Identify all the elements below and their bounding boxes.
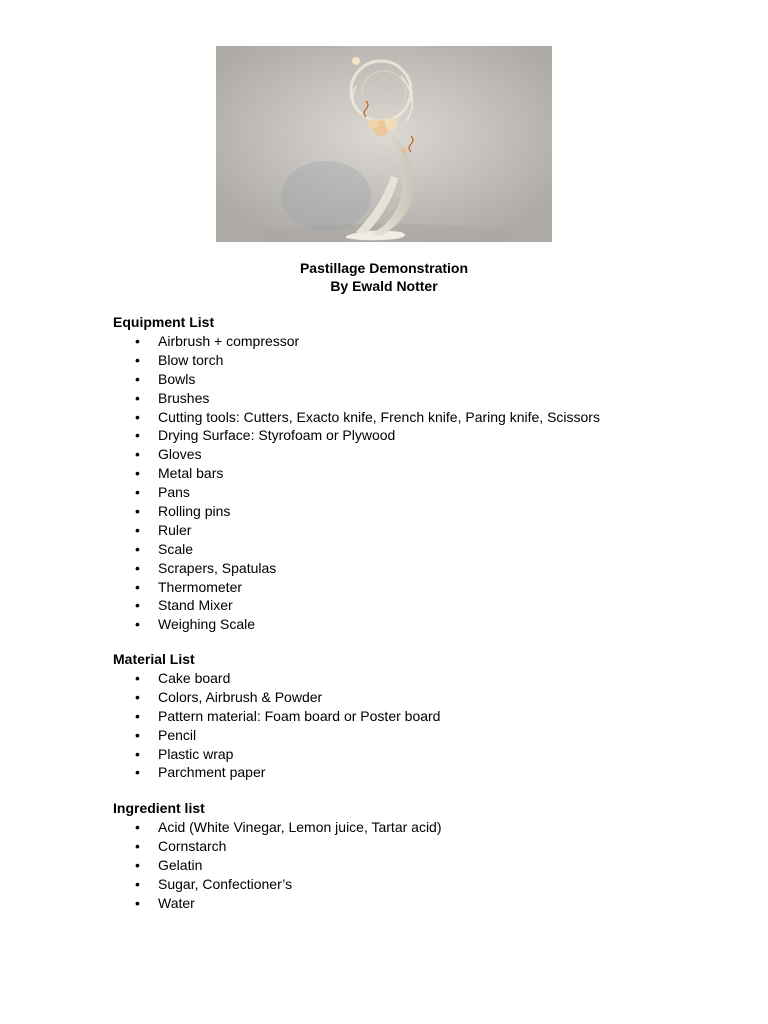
list-item <box>113 894 713 913</box>
list-item-text: Cornstarch <box>158 837 227 854</box>
bullet-icon: • <box>135 484 140 501</box>
pastillage-sculpture-photo <box>216 46 552 242</box>
list-item-text: Rolling pins <box>158 503 231 520</box>
list-item-text: Scale <box>158 540 194 557</box>
list-item-text: Cake board <box>158 670 231 686</box>
list-item-text: Airbrush + compressor <box>158 333 300 349</box>
document-title <box>0 259 768 295</box>
bullet-icon: • <box>135 875 140 892</box>
list-item <box>113 707 713 726</box>
list-item-text: Sugar, Confectioner’s <box>158 875 293 892</box>
bullet-icon: • <box>135 503 140 520</box>
list-item-text: Pencil <box>158 726 197 743</box>
list-item-text: Cutting tools: Cutters, Exacto knife, French knife, Paring knife, Scissors <box>158 408 600 425</box>
materials-heading: Material List <box>113 651 195 667</box>
list-item-text: Ruler <box>158 521 192 538</box>
bullet-icon: • <box>135 333 140 349</box>
bullet-icon: • <box>135 856 140 873</box>
list-item <box>113 615 713 634</box>
list-item <box>113 837 713 856</box>
bullet-icon: • <box>135 597 140 614</box>
bullet-icon: • <box>135 745 140 762</box>
bullet-icon: • <box>135 351 140 368</box>
list-item <box>113 389 713 408</box>
list-item-text: Thermometer <box>158 578 243 595</box>
list-item-text: Colors, Airbrush & Powder <box>158 688 323 705</box>
list-item <box>113 351 713 370</box>
bullet-icon: • <box>135 688 140 705</box>
list-item-text: Blow torch <box>158 351 224 368</box>
list-item <box>113 596 713 615</box>
title-line-1: Pastillage Demonstration <box>299 260 469 276</box>
bullet-icon: • <box>135 764 140 781</box>
list-item-text: Gloves <box>158 446 202 463</box>
materials-list <box>113 669 713 782</box>
list-item-text: Parchment paper <box>158 764 266 781</box>
bullet-icon: • <box>135 540 140 557</box>
list-item-text: Bowls <box>158 370 196 387</box>
list-item-text: Plastic wrap <box>158 745 234 762</box>
list-item <box>113 408 713 427</box>
list-item <box>113 540 713 559</box>
list-item <box>113 745 713 764</box>
bullet-icon: • <box>135 837 140 854</box>
equipment-list <box>113 332 713 634</box>
bullet-icon: • <box>135 446 140 463</box>
bullet-icon: • <box>135 465 140 482</box>
list-item <box>113 688 713 707</box>
bullet-icon: • <box>135 521 140 538</box>
bullet-icon: • <box>135 578 140 595</box>
ingredients-section <box>113 799 713 912</box>
list-item-text: Weighing Scale <box>158 616 256 633</box>
sculpture-illustration <box>216 46 552 242</box>
list-item <box>113 856 713 875</box>
ingredients-list <box>113 818 713 912</box>
list-item <box>113 818 713 837</box>
list-item <box>113 332 713 351</box>
list-item <box>113 559 713 578</box>
ingredients-heading: Ingredient list <box>113 800 205 816</box>
materials-section <box>113 650 713 782</box>
list-item-text: Gelatin <box>158 856 203 873</box>
list-item-text: Drying Surface: Styrofoam or Plywood <box>158 427 396 444</box>
list-item <box>113 521 713 540</box>
equipment-heading: Equipment List <box>113 314 215 330</box>
bullet-icon: • <box>135 408 140 425</box>
list-item <box>113 578 713 597</box>
list-item-text: Pans <box>158 484 190 501</box>
bullet-icon: • <box>135 559 140 576</box>
bullet-icon: • <box>135 726 140 743</box>
list-item <box>113 763 713 782</box>
list-item-text: Acid (White Vinegar, Lemon juice, Tartar acid) <box>158 819 442 835</box>
list-item-text: Metal bars <box>158 465 224 482</box>
list-item <box>113 502 713 521</box>
list-item <box>113 726 713 745</box>
title-line-2: By Ewald Notter <box>330 278 438 294</box>
list-item-text: Scrapers, Spatulas <box>158 559 277 576</box>
bullet-icon: • <box>135 370 140 387</box>
equipment-section <box>113 313 713 634</box>
list-item-text: Stand Mixer <box>158 597 233 614</box>
list-item <box>113 370 713 389</box>
list-item <box>113 445 713 464</box>
bullet-icon: • <box>135 616 140 633</box>
bullet-icon: • <box>135 819 140 835</box>
list-item-text: Water <box>158 894 195 911</box>
list-item <box>113 483 713 502</box>
bullet-icon: • <box>135 707 140 724</box>
bullet-icon: • <box>135 894 140 911</box>
list-item <box>113 426 713 445</box>
list-item <box>113 875 713 894</box>
list-item <box>113 464 713 483</box>
bullet-icon: • <box>135 670 140 686</box>
list-item-text: Brushes <box>158 389 210 406</box>
list-item <box>113 669 713 688</box>
list-item-text: Pattern material: Foam board or Poster board <box>158 707 441 724</box>
bullet-icon: • <box>135 389 140 406</box>
bullet-icon: • <box>135 427 140 444</box>
